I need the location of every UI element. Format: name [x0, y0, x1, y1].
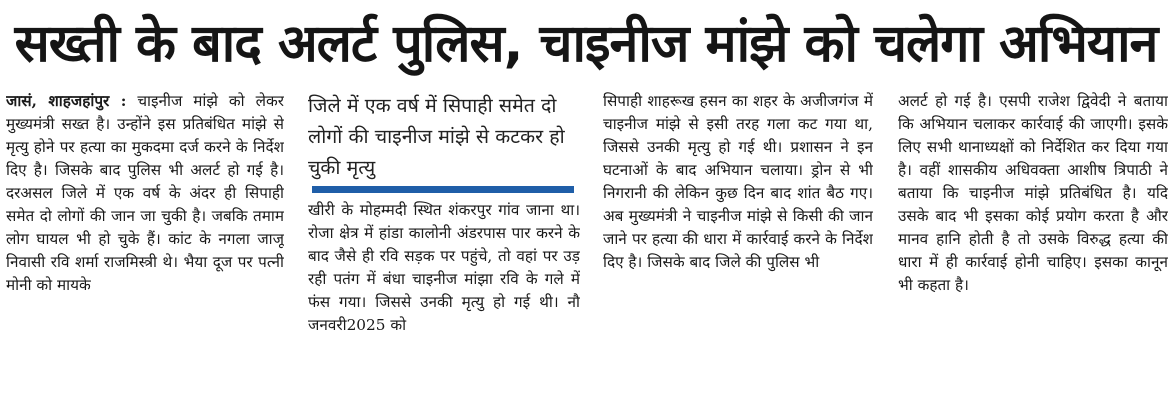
column-3-text: सिपाही शाहरूख हसन का शहर के अजीजगंज में चाइनीज मांझे से इसी तरह गला कट गया था, जिससे उनकी मृत्यु हो गई थी। प्रशासन ने इन घटनाओं के बाद अभियान चलाया। ड्रोन से भी निगरानी की लेकिन कुछ दिन बाद शांत बैठ गए। अब मुख्यमंत्री ने चाइनीज मांझे से किसी की जान जाने पर हत्या की धारा में कार्रवाई करने के निर्देश दिए है। जिसके बाद जिले की पुलिस भी [603, 92, 873, 271]
article-column-3 [603, 90, 873, 416]
column-4-text: अलर्ट हो गई है। एसपी राजेश द्विवेदी ने बताया कि अभियान चलाकर कार्रवाई की जाएगी। इसके लिए सभी थानाध्यक्षों को निर्देशित कर दिया गया है। वहीं शासकीय अधिवक्ता आशीष त्रिपाठी ने बताया कि चाइनीज मांझे प्रतिबंधित है। यदि उसके बाद भी इसका कोई प्रयोग करता है और मानव हानि होती है तो उसके विरुद्ध हत्या की धारा में ही कार्रवाई होनी चाहिए। इसका कानून भी कहता है। [898, 92, 1168, 294]
headline: सख्ती के बाद अलर्ट पुलिस, चाइनीज मांझे को चलेगा अभियान [14, 14, 1158, 74]
article-column-1 [6, 90, 284, 416]
pull-quote-rule [312, 186, 574, 193]
dateline: जासं, शाहजहांपुर : [6, 92, 127, 110]
article-column-4 [898, 90, 1168, 416]
pull-quote: जिले में एक वर्ष में सिपाही समेत दो लोगों की चाइनीज मांझे से कटकर हो चुकी मृत्यु [308, 94, 565, 179]
article-column-2 [308, 90, 580, 416]
column-2-text: खीरी के मोहम्मदी स्थित शंकरपुर गांव जाना था। रोजा क्षेत्र में हांडा कालोनी अंडरपास पार करने के बाद जैसे ही रवि सड़क पर पहुंचे, तो वहां पर उड़ रही पतंग में बंधा चाइनीज मांझा रवि के गले में फंस गया। जिससे उनकी मृत्यु हो गई थी। नौ जनवरी2025 को [308, 201, 580, 334]
headline-container [0, 0, 1172, 88]
column-1-text: चाइनीज मांझे को लेकर मुख्यमंत्री सख्त है। उन्होंने इस प्रतिबंधित मांझे से मृत्यु होने पर हत्या का मुकदमा दर्ज करने के निर्देश दिए है। जिसके बाद पुलिस भी अलर्ट हो गई है। दरअसल जिले में एक वर्ष के अंदर ही सिपाही समेत दो लोगों की जान जा चुकी है। जबकि तमाम लोग घायल भी हो चुके हैं। कांट के नगला जाजू निवासी रवि शर्मा राजमिस्त्री थे। भैया दूज पर पत्नी मोनी को मायके [6, 92, 284, 294]
